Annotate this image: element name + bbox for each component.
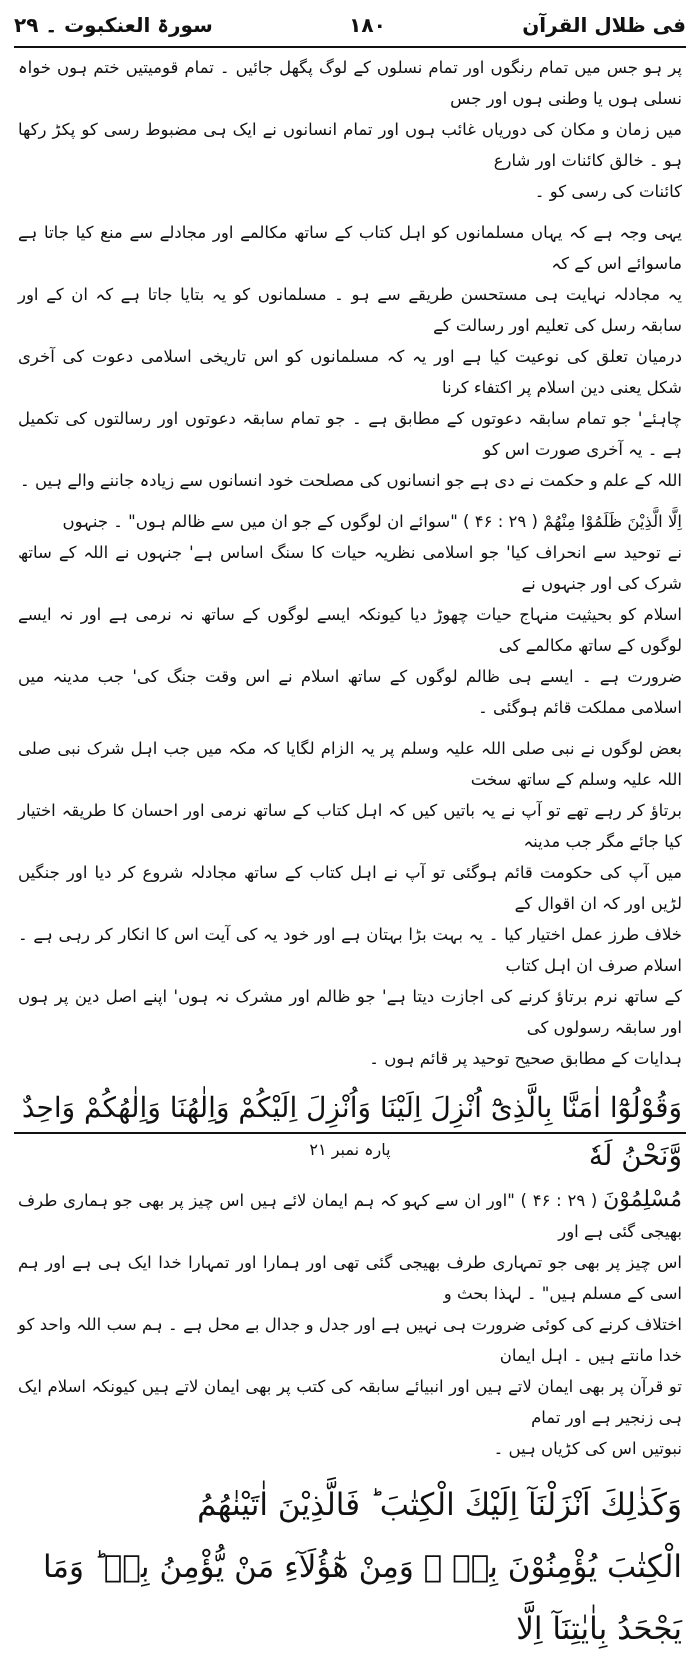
text-line: تو قرآن پر بھی ایمان لاتے ہیں اور انبیائے سابقہ کی کتب پر بھی ایمان لاتے ہیں کیونکہ اسلام ایک ہی زنجیر ہے اور تمام xyxy=(18,1377,682,1427)
book-title: فی ظلال القرآن xyxy=(522,13,686,37)
page-footer: پارہ نمبر ۲۱ xyxy=(309,1140,391,1159)
text-line: پر ہو جس میں تمام رنگوں اور تمام نسلوں کے لوگ پگھل جائیں ۔ تمام قومیتیں ختم ہوں خواہ نسلی ہوں یا وطنی ہوں اور جس xyxy=(18,58,682,108)
page-header xyxy=(14,6,686,44)
page-number: ۱۸۰ xyxy=(349,13,386,37)
text-line: اِلَّا الَّذِیْنَ ظَلَمُوْا مِنْهُمْ ( ۲۹ : ۴۶ ) "سوائے ان لوگوں کے جو ان میں سے ظالم ہوں" ۔ جنہوں xyxy=(62,512,682,531)
quran-verse-2-line-2: الْكِتٰبَ یُؤْمِنُوْنَ بِهٖ ۚ وَمِنْ هٰٓؤُلَآءِ مَنْ یُّؤْمِنُ بِهٖ ؕ وَمَا یَجْحَدُ بِاٰیٰتِنَآ اِلَّا xyxy=(42,1549,682,1647)
footer-rule xyxy=(14,1132,686,1134)
text-line: نبوتیں اس کی کڑیاں ہیں ۔ xyxy=(493,1439,682,1458)
text-line: درمیان تعلق کی نوعیت کیا ہے اور یہ کہ مسلمانوں کو اس تاریخی اسلامی دعوت کی آخری شکل یعنی دین اسلام پر اکتفاء کرنا xyxy=(18,347,682,397)
text-line: اختلاف کرنے کی کوئی ضرورت ہی نہیں ہے اور جدل و جدال بے محل ہے ۔ ہم سب اللہ واحد کو خدا مانتے ہیں ۔ اہل ایمان xyxy=(18,1315,682,1365)
text-line: برتاؤ کر رہے تھے تو آپ نے یہ باتیں کیں کہ اہل کتاب کے ساتھ نرمی اور احسان کا طریقہ اختیار کیا جائے مگر جب مدینہ xyxy=(18,801,682,851)
surah-title: سورۃ العنکبوت ۔ ۲۹ xyxy=(14,13,213,37)
text-line: اس چیز پر بھی جو تمہاری طرف بھیجی گئی تھی اور ہمارا اور تمہارا خدا ایک ہی ہے اور ہم اسی کے مسلم ہیں" ۔ لہذا بحث و xyxy=(18,1253,682,1303)
text-line: کے ساتھ نرم برتاؤ کرنے کی اجازت دیتا ہے' جو ظالم اور مشرک نہ ہوں' اپنے اصل دین پر ہوں اور سابقہ رسولوں کی xyxy=(18,987,682,1037)
text-line: کائنات کی رسی کو ۔ xyxy=(534,182,682,201)
quran-verse-1: وَقُوْلُوْٓا اٰمَنَّا بِالَّذِیْٓ اُنْزِلَ اِلَیْنَا وَاُنْزِلَ اِلَیْكُمْ وَاِلٰهُنَا وَاِلٰهُكُمْ وَاحِدٌ وَّنَحْنُ لَهٗ xyxy=(21,1091,682,1172)
text-line: ہدایات کے مطابق صحیح توحید پر قائم ہوں ۔ xyxy=(369,1049,682,1068)
page-body xyxy=(18,52,682,1660)
verse-translation: ( ۲۹ : ۴۶ ) "اور ان سے کہو کہ ہم ایمان لائے ہیں اس چیز پر بھی جو ہماری طرف بھیجی گئی ہے اور xyxy=(18,1191,682,1241)
text-line: یہ مجادلہ نہایت ہی مستحسن طریقے سے ہو ۔ مسلمانوں کو یہ بتایا جاتا ہے کہ ان کے اور سابقہ رسل کی تعلیم اور رسالت کے xyxy=(18,285,682,335)
text-line: میں زمان و مکان کی دوریاں غائب ہوں اور تمام انسانوں نے ایک ہی مضبوط رسی کو پکڑ رکھا ہو ۔ خالق کائنات اور شارع xyxy=(18,120,682,170)
paragraph-4 xyxy=(18,733,682,1074)
paragraph-2 xyxy=(18,217,682,496)
header-rule xyxy=(14,46,686,48)
text-line xyxy=(18,1184,682,1247)
paragraph-3 xyxy=(18,506,682,723)
text-line: اللہ کے علم و حکمت نے دی ہے جو انسانوں کی مصلحت خود انسانوں سے زیادہ جاننے والے ہیں ۔ xyxy=(20,471,682,490)
text-line: یہی وجہ ہے کہ یہاں مسلمانوں کو اہل کتاب کے ساتھ مکالمے اور مجادلے سے منع کیا جاتا ہے ماسوائے اس کے کہ xyxy=(18,223,682,273)
verse-tail: مُسْلِمُوْنَ xyxy=(603,1187,682,1212)
text-line: بعض لوگوں نے نبی صلی اللہ علیہ وسلم پر یہ الزام لگایا کہ مکہ میں جب اہل شرک نبی صلی اللہ علیہ وسلم کے ساتھ سخت xyxy=(18,739,682,789)
paragraph-5 xyxy=(18,1184,682,1464)
paragraph-1 xyxy=(18,52,682,207)
quran-verse-2-line-1: وَكَذٰلِكَ اَنْزَلْنَآ اِلَیْكَ الْكِتٰبَ ؕ فَالَّذِیْنَ اٰتَیْنٰهُمُ xyxy=(197,1487,682,1523)
text-line: چاہئے' جو تمام سابقہ دعوتوں کے مطابق ہے ۔ جو تمام سابقہ دعوتوں اور رسالتوں کی تکمیل ہے ۔ یہ آخری صورت اس کو xyxy=(18,409,682,459)
text-line: ضرورت ہے ۔ ایسے ہی ظالم لوگوں کے ساتھ اسلام نے اس وقت جنگ کی' جب مدینہ میں اسلامی مملکت قائم ہوگئی ۔ xyxy=(18,667,682,717)
text-line: اسلام کو بحیثیت منہاج حیات چھوڑ دیا کیونکہ ایسے لوگوں کے ساتھ نہ نرمی ہے اور نہ ایسے لوگوں کے ساتھ مکالمے کی xyxy=(18,605,682,655)
text-line: نے توحید سے انحراف کیا' جو اسلامی نظریہ حیات کا سنگ اساس ہے' جنہوں نے اللہ کے ساتھ شرک کی اور جنہوں نے xyxy=(18,543,682,593)
text-line: میں آپ کی حکومت قائم ہوگئی تو آپ نے اہل کتاب کے ساتھ مجادلہ شروع کر دیا اور جنگیں لڑیں اور کہ ان اقوال کے xyxy=(18,863,682,913)
text-line: خلاف طرز عمل اختیار کیا ۔ یہ بہت بڑا بہتان ہے اور خود یہ کی آیت اس کا انکار کر رہی ہے ۔ اسلام صرف ان اہل کتاب xyxy=(18,925,682,975)
